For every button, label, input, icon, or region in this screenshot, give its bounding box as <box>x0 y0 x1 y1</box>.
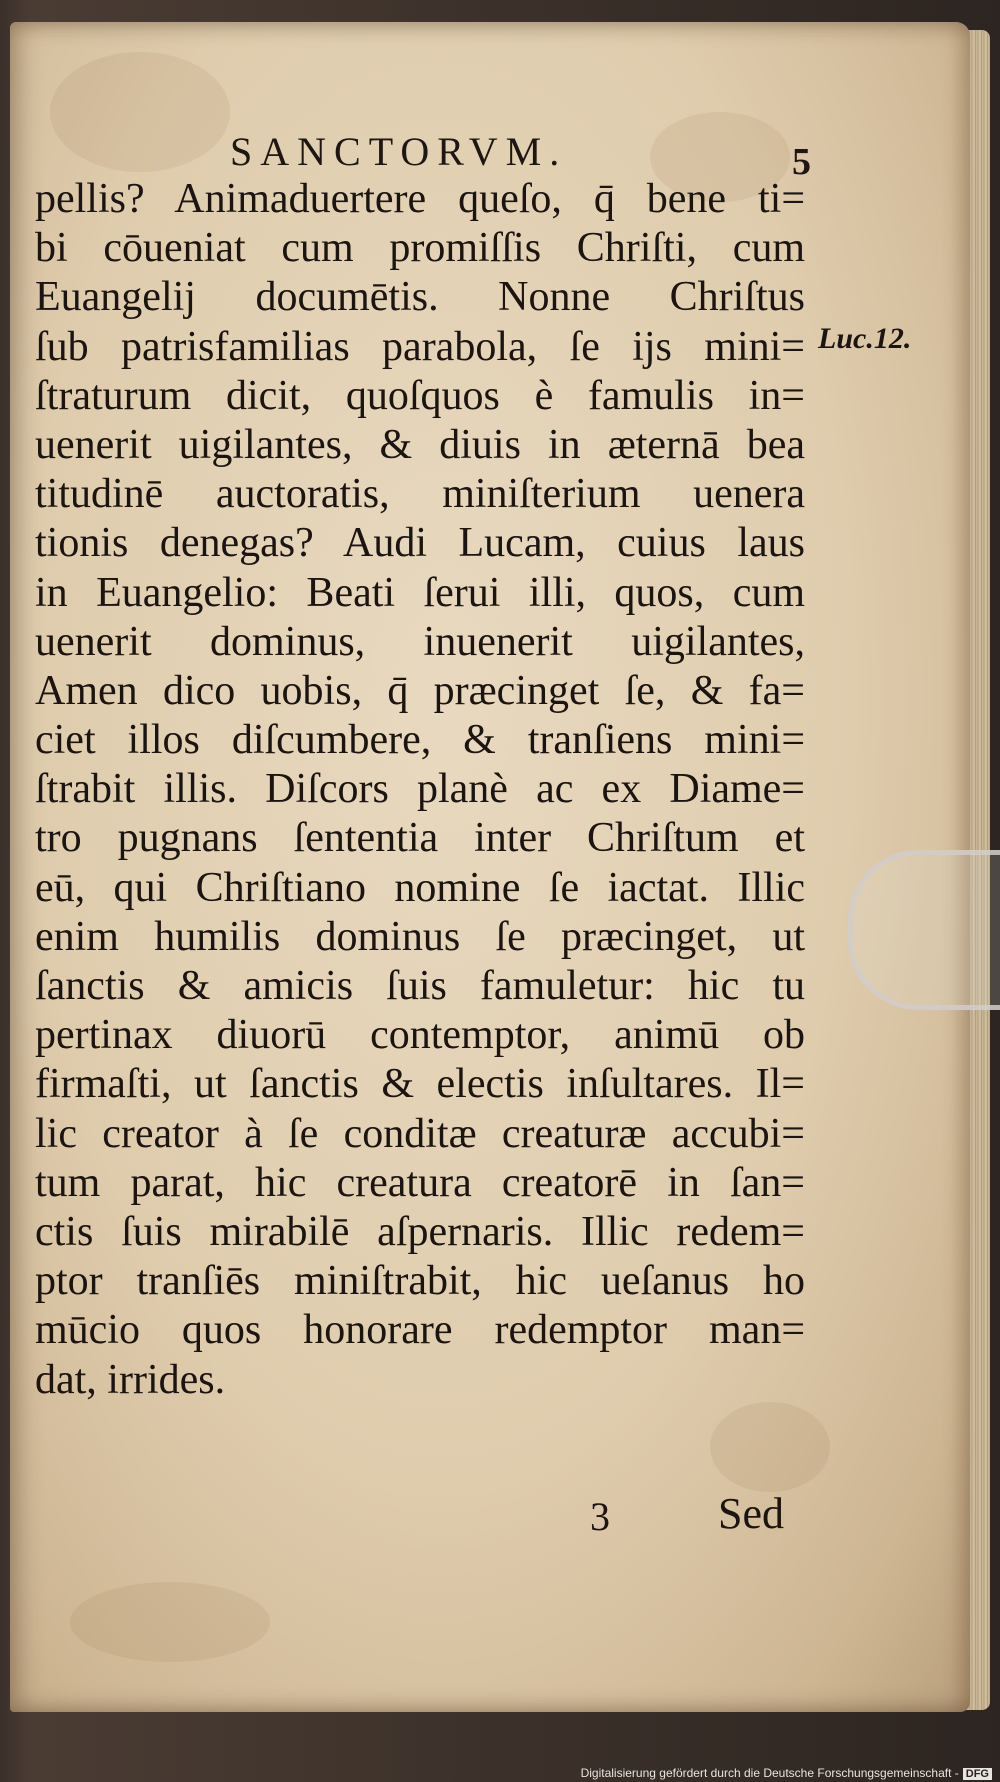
stain <box>70 1582 270 1662</box>
text-line: lic creator à ſe conditæ creaturæ accubi= <box>35 1110 805 1157</box>
text-line: uenerit uigilantes, & diuis in æternā bea <box>35 421 805 468</box>
text-line: ptor tranſiēs miniſtrabit, hic ueſanus ho <box>35 1258 805 1305</box>
text-block <box>35 175 805 1405</box>
footer-credit-text: Digitalisierung gefördert durch die Deutsche Forschungsgemeinschaft - <box>580 1766 959 1780</box>
catchword: Sed <box>718 1489 784 1538</box>
text-line: mūcio quos honorare redemptor man= <box>35 1307 805 1354</box>
text-line: tum parat, hic creatura creatorē in ſan= <box>35 1159 805 1206</box>
text-line: tro pugnans ſententia inter Chriſtum et <box>35 815 805 862</box>
running-head: SANCTORVM. <box>230 129 568 174</box>
page-number: 5 <box>792 141 811 183</box>
text-line: ſtraturum dicit, quoſquos è famulis in= <box>35 372 805 419</box>
text-line: ciet illos diſcumbere, & tranſiens mini= <box>35 717 805 764</box>
text-line: eū, qui Chriſtiano nomine ſe iactat. Illic <box>35 864 805 911</box>
stain <box>710 1402 830 1492</box>
text-line: enim humilis dominus ſe præcinget, ut <box>35 913 805 960</box>
text-line: Amen dico uobis, q̄ præcinget ſe, & fa= <box>35 667 805 714</box>
page-clip <box>848 850 1000 1010</box>
text-line: ſtrabit illis. Diſcors planè ac ex Diame= <box>35 766 805 813</box>
margin-note: Luc.12. <box>818 322 912 355</box>
stain <box>50 52 230 172</box>
text-line: uenerit dominus, inuenerit uigilantes, <box>35 618 805 665</box>
signature-mark: 3 <box>590 1494 610 1539</box>
text-line: ſub patrisfamilias parabola, ſe ijs mini= <box>35 323 805 370</box>
text-line: Euangelij documētis. Nonne Chriſtus <box>35 274 805 321</box>
footer-credit <box>581 1766 992 1780</box>
text-line: dat, irrides. <box>35 1356 226 1403</box>
text-line: ctis ſuis mirabilē aſpernaris. Illic redem= <box>35 1208 805 1255</box>
text-line: titudinē auctoratis, miniſterium uenera <box>35 471 805 518</box>
dfg-logo: DFG <box>963 1768 992 1780</box>
text-line: ſanctis & amicis ſuis famuletur: hic tu <box>35 963 805 1009</box>
text-line: pellis? Animaduertere queſo, q̄ bene ti= <box>35 176 805 222</box>
text-line: firmaſti, ut ſanctis & electis inſultares. Il= <box>35 1061 805 1108</box>
text-line: pertinax diuorū contemptor, animū ob <box>35 1012 805 1059</box>
text-line: bi cōueniat cum promiſſis Chriſti, cum <box>35 225 805 272</box>
text-line: tionis denegas? Audi Lucam, cuius laus <box>35 520 805 567</box>
text-line: in Euangelio: Beati ſerui illi, quos, cum <box>35 569 805 616</box>
